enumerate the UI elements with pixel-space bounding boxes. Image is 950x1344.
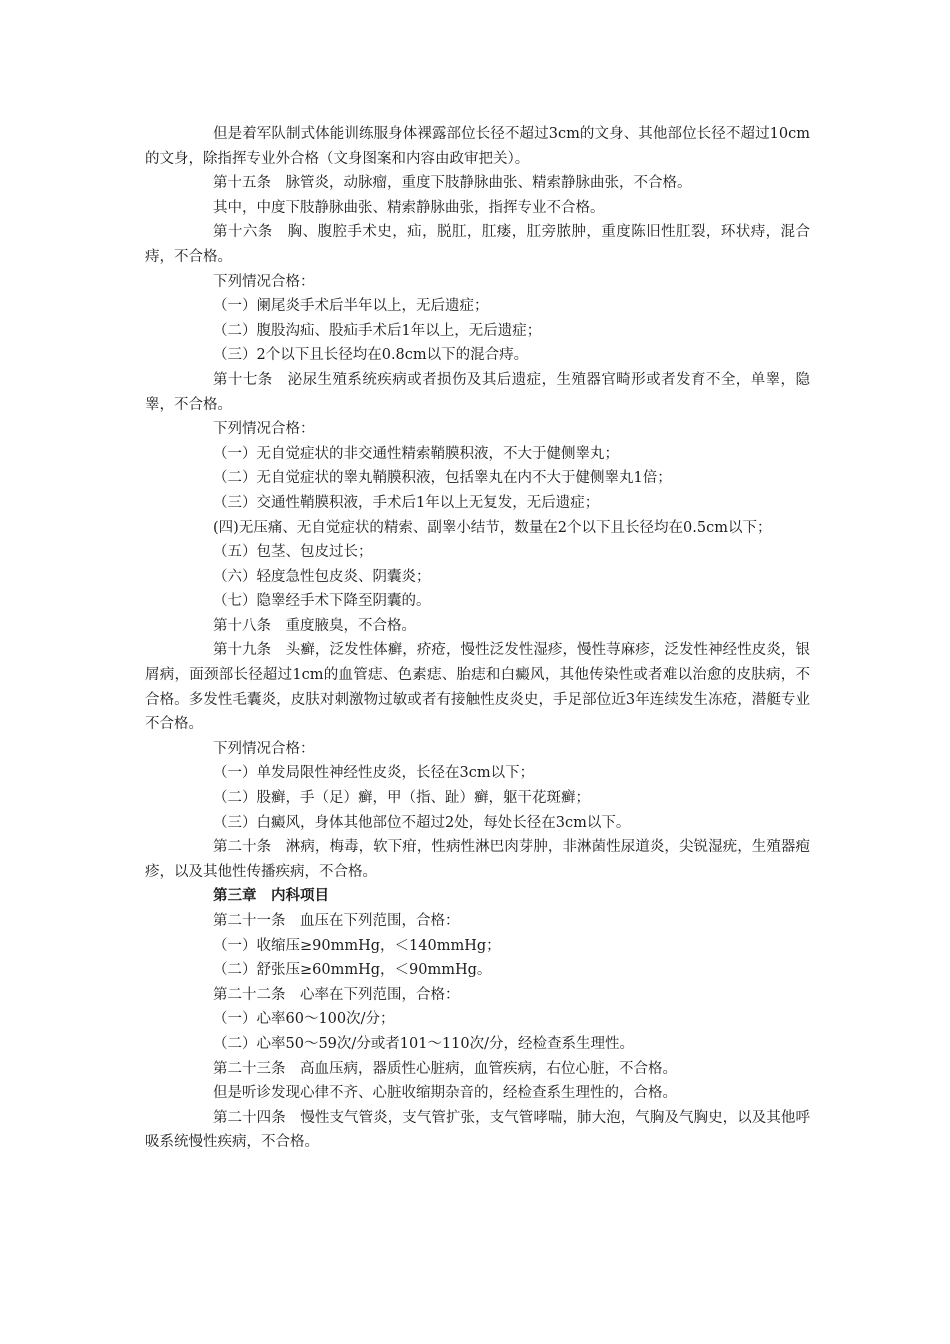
list-item: （五）包茎、包皮过长； bbox=[213, 544, 373, 561]
article-24: 第二十四条 慢性支气管炎，支气管扩张，支气管哮喘，肺大泡，气胸及气胸史，以及其他呼吸系统慢性疾病，不合格。 bbox=[145, 1109, 810, 1151]
list-item: （一）阑尾炎手术后半年以上，无后遗症； bbox=[213, 298, 489, 315]
list-item: (四)无压痛、无自觉症状的精索、副睾小结节，数量在2个以下且长径均在0.5cm以下； bbox=[213, 519, 772, 536]
list-item: （三）交通性鞘膜积液，手术后1年以上无复发，无后遗症； bbox=[213, 494, 600, 511]
list-item: （一）收缩压≥90mmHg，＜140mmHg； bbox=[213, 937, 501, 954]
list-item: （六）轻度急性包皮炎、阴囊炎； bbox=[213, 568, 431, 585]
document-body bbox=[145, 122, 810, 1155]
list-item: （二）舒张压≥60mmHg，＜90mmHg。 bbox=[213, 962, 492, 979]
article-22: 第二十二条 心率在下列范围，合格： bbox=[213, 986, 460, 1003]
list-intro: 下列情况合格： bbox=[213, 421, 315, 438]
paragraph: 其中，中度下肢静脉曲张、精索静脉曲张，指挥专业不合格。 bbox=[213, 199, 605, 216]
chapter-heading: 第三章 内科项目 bbox=[213, 887, 329, 905]
list-item: （一）无自觉症状的非交通性精索鞘膜积液，不大于健侧睾丸； bbox=[213, 445, 619, 462]
list-item: （一）心率60～100次/分； bbox=[213, 1011, 395, 1028]
article-15: 第十五条 脉管炎，动脉瘤，重度下肢静脉曲张、精索静脉曲张，不合格。 bbox=[213, 175, 692, 192]
article-19: 第十九条 头癣，泛发性体癣，疥疮，慢性泛发性湿疹，慢性荨麻疹，泛发性神经性皮炎，银屑病，面颈部长径超过1cm的血管痣、色素痣、胎痣和白癜风，其他传染性或者难以治愈的皮肤病，不合格。多发性毛囊炎，皮肤对刺激物过敏或者有接触性皮炎史，手足部位近3年连续发生冻疮，潜艇专业不合格。 bbox=[145, 642, 810, 733]
list-item: （三）2个以下且长径均在0.8cm以下的混合痔。 bbox=[213, 347, 529, 364]
list-item: （二）腹股沟疝、股疝手术后1年以上，无后遗症； bbox=[213, 322, 542, 339]
list-item: （二）心率50～59次/分或者101～110次/分，经检查系生理性。 bbox=[213, 1035, 635, 1052]
list-item: （二）股癣，手（足）癣，甲（指、趾）癣，躯干花斑癣； bbox=[213, 790, 590, 807]
list-item: （二）无自觉症状的睾丸鞘膜积液，包括睾丸在内不大于健侧睾丸1倍； bbox=[213, 470, 672, 487]
list-item: （三）白癜风，身体其他部位不超过2处，每处长径在3cm以下。 bbox=[213, 814, 631, 831]
paragraph: 但是听诊发现心律不齐、心脏收缩期杂音的，经检查系生理性的，合格。 bbox=[213, 1085, 677, 1102]
list-item: （七）隐睾经手术下降至阴囊的。 bbox=[213, 593, 431, 610]
article-17: 第十七条 泌尿生殖系统疾病或者损伤及其后遗症，生殖器官畸形或者发育不全，单睾，隐睾，不合格。 bbox=[145, 371, 810, 413]
list-intro: 下列情况合格： bbox=[213, 740, 315, 757]
article-18: 第十八条 重度腋臭，不合格。 bbox=[213, 617, 416, 634]
article-16: 第十六条 胸、腹腔手术史，疝，脱肛，肛瘘，肛旁脓肿，重度陈旧性肛裂，环状痔，混合痔，不合格。 bbox=[145, 224, 810, 265]
article-23: 第二十三条 高血压病，器质性心脏病，血管疾病，右位心脏，不合格。 bbox=[213, 1060, 677, 1077]
article-20: 第二十条 淋病，梅毒，软下疳，性病性淋巴肉芽肿，非淋菌性尿道炎，尖锐湿疣，生殖器疱疹，以及其他性传播疾病，不合格。 bbox=[145, 839, 810, 880]
list-intro: 下列情况合格： bbox=[213, 273, 315, 290]
paragraph: 但是着军队制式体能训练服身体裸露部位长径不超过3cm的文身、其他部位长径不超过10cm的文身，除指挥专业外合格（文身图案和内容由政审把关）。 bbox=[145, 126, 810, 167]
article-21: 第二十一条 血压在下列范围，合格： bbox=[213, 913, 460, 929]
list-item: （一）单发局限性神经性皮炎，长径在3cm以下； bbox=[213, 765, 535, 782]
